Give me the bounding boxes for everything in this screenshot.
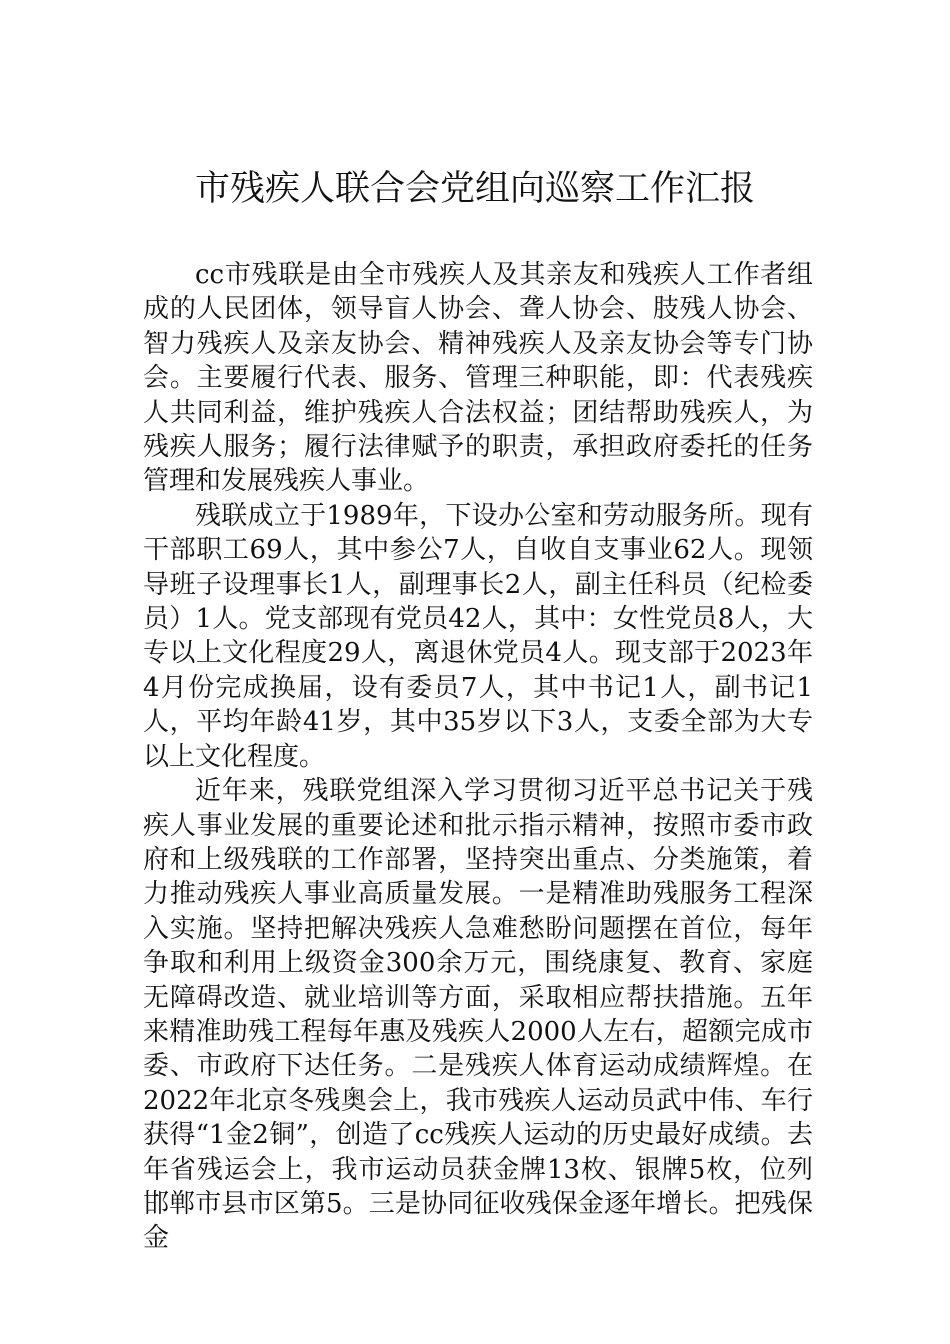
- paragraph-organization: 残联成立于1989年，下设办公室和劳动服务所。现有干部职工69人，其中参公7人，自收自支事业62人。现领导班子设理事长1人，副理事长2人，副主任科员（纪检委员）1人。党支部现有党员42人，其中：女性党员8人，大专以上文化程度29人，离退休党员4人。现支部于2023年4月份完成换届，设有委员7人，其中书记1人，副书记1人，平均年龄41岁，其中35岁以下3人，支委全部为大专以上文化程度。: [143, 500, 813, 772]
- document-body: [143, 258, 813, 1256]
- document-title: 市残疾人联合会党组向巡察工作汇报: [194, 169, 755, 209]
- paragraph-intro: cc市残联是由全市残疾人及其亲友和残疾人工作者组成的人民团体，领导盲人协会、聋人协会、肢残人协会、智力残疾人及亲友协会、精神残疾人及亲友协会等专门协会。主要履行代表、服务、管理三种职能，即：代表残疾人共同利益，维护残疾人合法权益；团结帮助残疾人，为残疾人服务；履行法律赋予的职责，承担政府委托的任务管理和发展残疾人事业。: [143, 260, 813, 497]
- paragraph-achievements: 近年来，残联党组深入学习贯彻习近平总书记关于残疾人事业发展的重要论述和批示指示精神，按照市委市政府和上级残联的工作部署，坚持突出重点、分类施策，着力推动残疾人事业高质量发展。一是精准助残服务工程深入实施。坚持把解决残疾人急难愁盼问题摆在首位，每年争取和利用上级资金300余万元，围绕康复、教育、家庭无障碍改造、就业培训等方面，采取相应帮扶措施。五年来精准助残工程每年惠及残疾人2000人左右，超额完成市委、市政府下达任务。二是残疾人体育运动成绩辉煌。在2022年北京冬残奥会上，我市残疾人运动员武中伟、车行获得“1金2铜”，创造了cc残疾人运动的历史最好成绩。去年省残运会上，我市运动员获金牌13枚、银牌5枚，位列邯郸市县市区第5。三是协同征收残保金逐年增长。把残保金: [143, 776, 813, 1254]
